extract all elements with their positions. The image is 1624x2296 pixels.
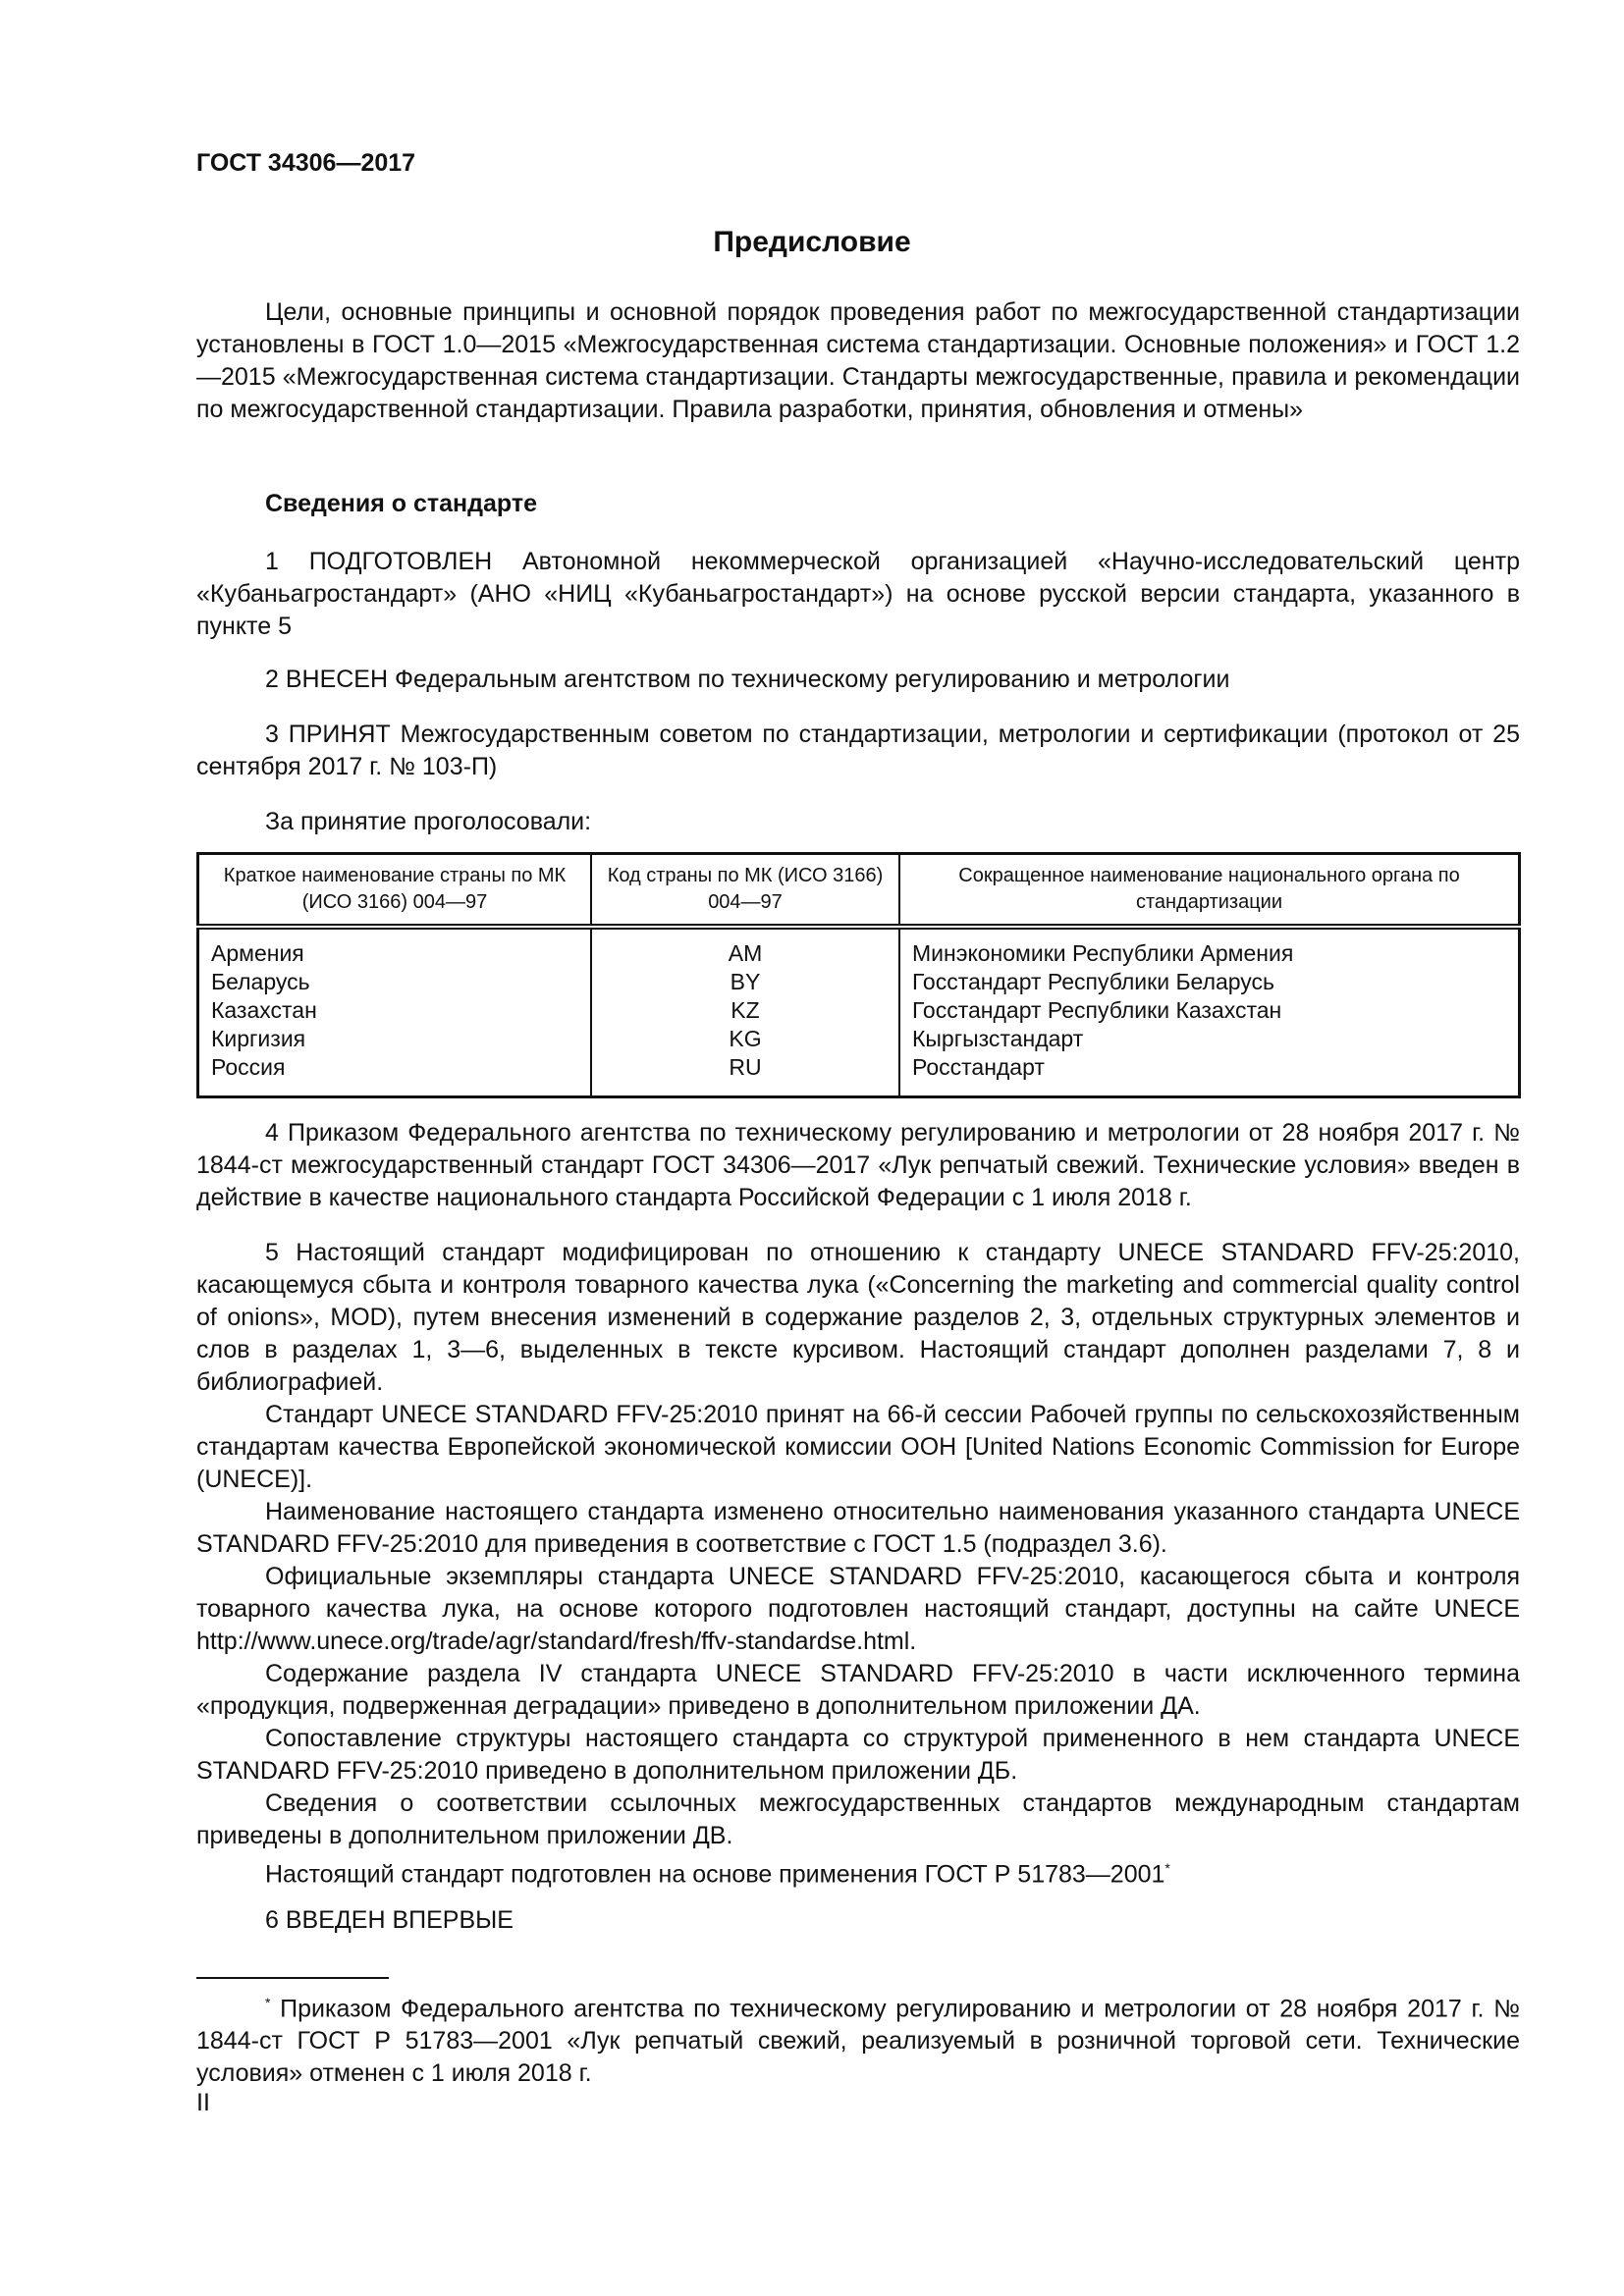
- cell-country: Киргизия: [211, 1026, 306, 1051]
- cell-body: Минэкономики Республики Армения: [912, 940, 1294, 966]
- cell-code: AM: [728, 940, 763, 966]
- cell-body: Госстандарт Республики Казахстан: [912, 997, 1282, 1023]
- voting-table: [196, 852, 1521, 1098]
- cell-code: BY: [730, 969, 761, 994]
- item-2: 2 ВНЕСЕН Федеральным агентством по техническому регулированию и метрологии: [265, 666, 1230, 693]
- section-title: Сведения о стандарте: [265, 490, 538, 517]
- item-6: 6 ВВЕДЕН ВПЕРВЫЕ: [265, 1906, 514, 1934]
- item-5-paragraph: Официальные экземпляры стандарта UNECE STANDARD FFV-25:2010, касающегося сбыта и контроля товарного качества лука, на основе которого подготовлен настоящий стандарт, доступны на сайте UNECE http://www.unece.org/trade/agr/standard/fresh/ffv-standardse.html.: [196, 1563, 1520, 1655]
- voted-label: За принятие проголосовали:: [265, 808, 592, 835]
- footnote-divider: [196, 1977, 389, 1979]
- item-5-paragraph: Стандарт UNECE STANDARD FFV-25:2010 принят на 66-й сессии Рабочей группы по сельскохозяйственным стандартам качества Европейской экономической комиссии ООН [United Nations Economic Commission for Europe (UNECE)].: [196, 1401, 1520, 1493]
- footnote: [196, 1987, 1520, 2090]
- page-number: II: [196, 2089, 210, 2116]
- cell-country: Казахстан: [211, 997, 317, 1023]
- cell-body: Росстандарт: [912, 1054, 1045, 1080]
- item-5-last-paragraph: [196, 1852, 1520, 1891]
- item-4: 4 Приказом Федерального агентства по техническому регулированию и метрологии от 28 ноября 2017 г. № 1844-ст межгосударственный стандарт ГОСТ 34306—2017 «Лук репчатый свежий. Технические условия» введен в действие в качестве национального стандарта Российской Федерации с 1 июля 2018 г.: [196, 1119, 1520, 1211]
- table-header: Код страны по МК (ИСО 3166) 004—97: [591, 854, 899, 928]
- cell-code: RU: [729, 1054, 762, 1080]
- item-5-paragraph: 5 Настоящий стандарт модифицирован по отношению к стандарту UNECE STANDARD FFV-25:2010, касающемуся сбыта и контроля товарного качества лука («Concerning the marketing and commercial quality control of onions», MOD), путем внесения изменений в содержание разделов 2, 3, отдельных структурных элементов и слов в разделах 1, 3—6, выделенных в тексте курсивом. Настоящий стандарт дополнен разделами 7, 8 и библиографией.: [196, 1239, 1520, 1396]
- item-3: 3 ПРИНЯТ Межгосударственным советом по стандартизации, метрологии и сертификации (протокол от 25 сентября 2017 г. № 103-П): [196, 721, 1520, 780]
- footnote-text: Приказом Федерального агентства по техническому регулированию и метрологии от 28 ноября 2017 г. № 1844-ст ГОСТ Р 51783—2001 «Лук репчатый свежий, реализуемый в розничной торговой сети. Технические условия» отменен с 1 июля 2018 г.: [196, 1995, 1520, 2088]
- national-bodies: [899, 927, 1520, 1097]
- item-5-paragraph: Содержание раздела IV стандарта UNECE STANDARD FFV-25:2010 в части исключенного термина «продукция, подверженная деградации» приведено в дополнительном приложении ДА.: [196, 1660, 1520, 1720]
- cell-body: Госстандарт Республики Беларусь: [912, 969, 1275, 994]
- page-title: Предисловие: [713, 226, 911, 258]
- cell-country: Россия: [211, 1054, 286, 1080]
- footnote-mark: *: [265, 1995, 271, 2010]
- cell-code: KZ: [731, 997, 760, 1023]
- item-5: [196, 1237, 1520, 1891]
- item-5-paragraph: Настоящий стандарт подготовлен на основе применения ГОСТ Р 51783—2001: [265, 1860, 1165, 1889]
- document-id: ГОСТ 34306—2017: [196, 149, 416, 177]
- item-5-paragraph: Сопоставление структуры настоящего стандарта со структурой примененного в нем стандарта UNECE STANDARD FFV-25:2010 приведено в дополнительном приложении ДБ.: [196, 1725, 1520, 1785]
- table-row: [198, 927, 1520, 1097]
- item-5-paragraph: Наименование настоящего стандарта изменено относительно наименования указанного стандарта UNECE STANDARD FFV-25:2010 для приведения в соответствие с ГОСТ 1.5 (подраздел 3.6).: [196, 1498, 1520, 1558]
- cell-code: KG: [729, 1026, 762, 1051]
- cell-country: Армения: [211, 940, 304, 966]
- footnote-reference: *: [1164, 1860, 1170, 1876]
- item-1: 1 ПОДГОТОВЛЕН Автономной некоммерческой организацией «Научно-исследовательский центр «Кубаньагростандарт» (АНО «НИЦ «Кубаньагростандарт») на основе русской версии стандарта, указанного в пункте 5: [196, 548, 1520, 640]
- country-codes: [591, 927, 899, 1097]
- table-header: Краткое наименование страны по МК (ИСО 3166) 004—97: [198, 854, 592, 928]
- table-header: Сокращенное наименование национального органа по стандартизации: [899, 854, 1520, 928]
- intro-paragraph: Цели, основные принципы и основной порядок проведения работ по межгосударственной стандартизации установлены в ГОСТ 1.0—2015 «Межгосударственная система стандартизации. Основные положения» и ГОСТ 1.2—2015 «Межгосударственная система стандартизации. Стандарты межгосударственные, правила и рекомендации по межгосударственной стандартизации. Правила разработки, принятия, обновления и отмены»: [196, 298, 1520, 423]
- cell-body: Кыргызстандарт: [912, 1026, 1084, 1051]
- country-names: [198, 927, 592, 1097]
- cell-country: Беларусь: [211, 969, 310, 994]
- item-5-paragraph: Сведения о соответствии ссылочных межгосударственных стандартов международным стандартам приведены в дополнительном приложении ДВ.: [196, 1789, 1520, 1849]
- table-header-row: [198, 854, 1520, 928]
